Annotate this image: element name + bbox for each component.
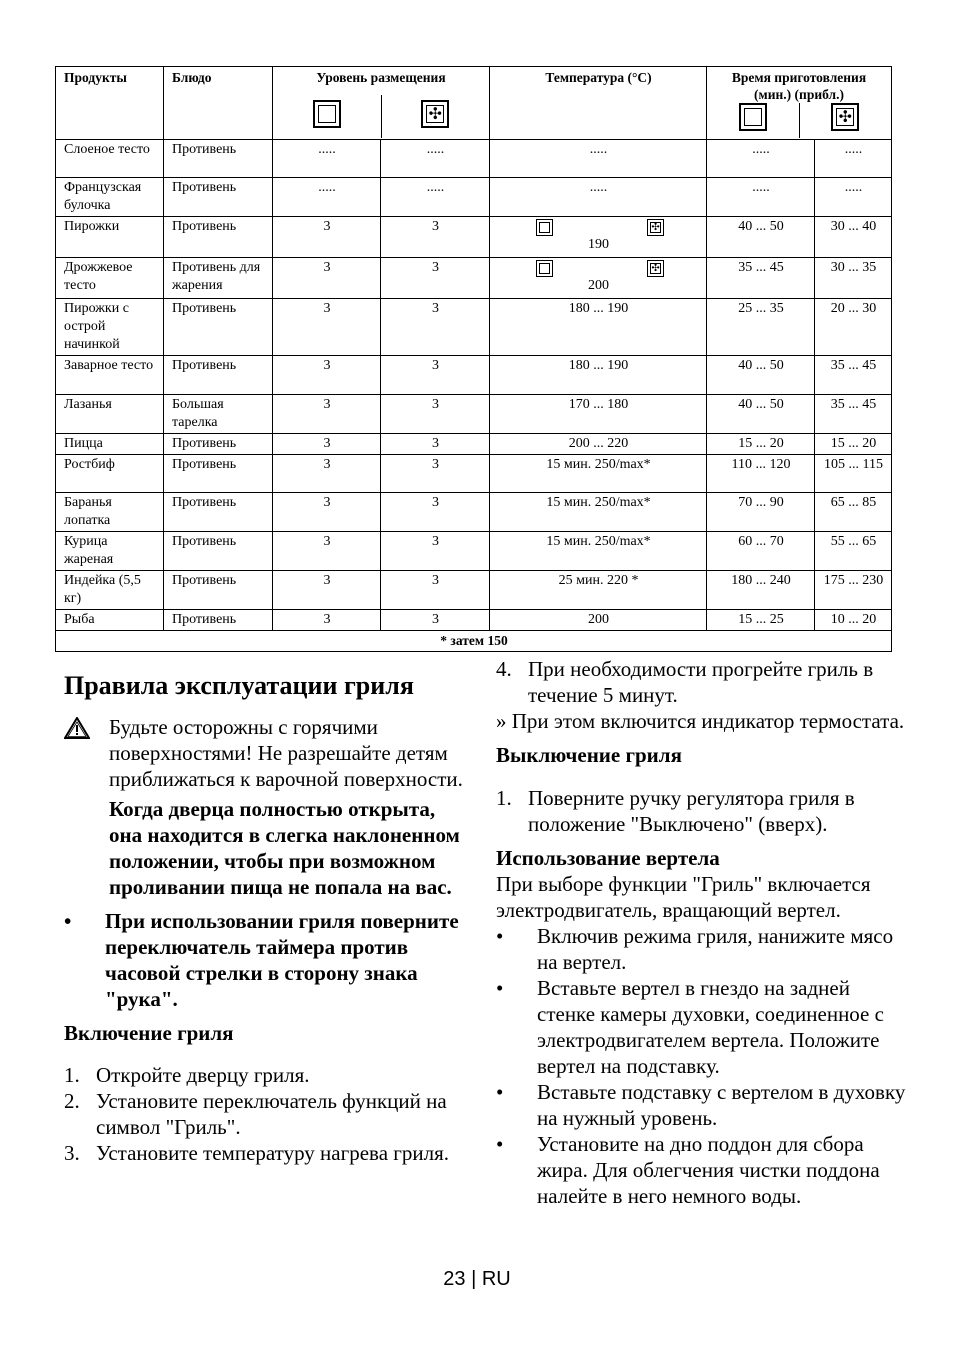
list-item (496, 656, 906, 708)
step-text: Поверните ручку регулятора гриля в положение "Выключено" (вверх). (528, 786, 855, 836)
cell-temperature: 200 ... 220 (490, 434, 707, 455)
bullet-text: Вставьте подставку с вертелом в духовку на нужный уровень. (537, 1080, 906, 1130)
cell-dish: Противень (164, 610, 273, 631)
cell-time-conventional: 60 ... 70 (707, 532, 815, 571)
table-row (56, 571, 892, 610)
step-text: При необходимости прогрейте гриль в течение 5 минут. (528, 657, 874, 707)
cell-dish: Противень (164, 299, 273, 356)
cell-time-fan: 65 ... 85 (815, 493, 892, 532)
list-item (496, 923, 906, 975)
spit-intro: При выборе функции "Гриль" включается электродвигатель, вращающий вертел. (496, 872, 871, 922)
table-row (56, 395, 892, 434)
cell-time-fan: 15 ... 20 (815, 434, 892, 455)
cell-level-conventional: 3 (273, 299, 381, 356)
list-item (64, 1088, 464, 1140)
table-footnote: * затем 150 (56, 631, 892, 652)
cell-time-fan: 55 ... 65 (815, 532, 892, 571)
left-column (64, 670, 464, 1166)
header-time-line1: Время приготовления (731, 70, 867, 85)
bullet-marker: • (64, 909, 72, 933)
cell-level-conventional: 3 (273, 571, 381, 610)
cell-level-conventional: 3 (273, 610, 381, 631)
step-text: Откройте дверцу гриля. (96, 1063, 310, 1087)
cell-level-conventional: 3 (273, 356, 381, 395)
cell-level-fan: ..... (381, 140, 490, 178)
header-level (273, 67, 490, 140)
oven-conventional-icon (739, 103, 767, 131)
cell-time-conventional: ..... (707, 140, 815, 178)
cell-temperature: 15 мин. 250/max* (490, 493, 707, 532)
cell-product: Слоеное тесто (56, 140, 164, 178)
table-footnote-row (56, 631, 892, 652)
header-products: Продукты (56, 67, 164, 140)
warning-bold-text: Когда дверца полностью открыта, она находится в слегка наклоненном положении, чтобы при возможном проливании пища не попала на вас. (109, 797, 460, 899)
cell-temperature: 180 ... 190 (490, 356, 707, 395)
table-row (56, 356, 892, 395)
cell-temperature (490, 217, 707, 258)
cell-level-conventional: 3 (273, 395, 381, 434)
list-item (64, 908, 464, 1012)
cell-level-conventional: 3 (273, 434, 381, 455)
cell-time-conventional: 40 ... 50 (707, 356, 815, 395)
cell-temperature: 170 ... 180 (490, 395, 707, 434)
oven-fan-icon: ✣ (647, 219, 664, 236)
cell-time-conventional: 40 ... 50 (707, 217, 815, 258)
grill-on-heading: Включение гриля (64, 1021, 234, 1045)
cell-dish: Большая тарелка (164, 395, 273, 434)
cell-dish: Противень (164, 434, 273, 455)
cell-dish: Противень (164, 217, 273, 258)
cooking-table-container (55, 66, 891, 652)
list-item (64, 1062, 464, 1088)
cell-dish: Противень (164, 178, 273, 217)
cell-level-conventional: 3 (273, 258, 381, 299)
spit-heading: Использование вертела (496, 846, 720, 870)
cell-time-conventional: 40 ... 50 (707, 395, 815, 434)
cell-temperature: ..... (490, 140, 707, 178)
section-title: Правила эксплуатации гриля (64, 671, 414, 700)
list-item (64, 1140, 464, 1166)
cell-time-conventional: 180 ... 240 (707, 571, 815, 610)
warning-block (64, 714, 464, 900)
cell-level-fan: 3 (381, 571, 490, 610)
cell-time-fan: 20 ... 30 (815, 299, 892, 356)
cell-product: Курица жареная (56, 532, 164, 571)
cell-temperature: 15 мин. 250/max* (490, 532, 707, 571)
cell-product: Пирожки с острой начинкой (56, 299, 164, 356)
cell-level-conventional: 3 (273, 532, 381, 571)
cell-product: Ростбиф (56, 455, 164, 493)
page-number: 23 | RU (443, 1268, 511, 1290)
cell-dish: Противень (164, 356, 273, 395)
cooking-table (55, 66, 892, 652)
cell-time-fan: ..... (815, 178, 892, 217)
cell-level-fan: ..... (381, 178, 490, 217)
grill-on-steps (64, 1062, 464, 1166)
cell-time-fan: 30 ... 40 (815, 217, 892, 258)
cell-time-conventional: 35 ... 45 (707, 258, 815, 299)
cell-dish: Противень (164, 493, 273, 532)
table-row (56, 434, 892, 455)
warning-triangle-icon (64, 717, 90, 739)
cell-dish: Противень для жарения (164, 258, 273, 299)
cell-product: Заварное тесто (56, 356, 164, 395)
step-number: 2. (64, 1089, 80, 1113)
step-number: 3. (64, 1141, 80, 1165)
bullet-text: Включив режима гриля, нанижите мясо на вертел. (537, 924, 894, 974)
cell-product: Индейка (5,5 кг) (56, 571, 164, 610)
warning-text: Будьте осторожны с горячими поверхностями! Не разрешайте детям приближаться к варочной поверхности. (109, 715, 463, 791)
bullet-marker: • (496, 976, 504, 1000)
bullet-marker: • (496, 924, 504, 948)
cell-dish: Противень (164, 571, 273, 610)
table-header-row (56, 67, 892, 140)
bullet-text: Вставьте вертел в гнездо на задней стенке камеры духовки, соединенное с электродвигателем вертела. Положите вертел на подставку. (537, 976, 884, 1078)
cell-temperature: 15 мин. 250/max* (490, 455, 707, 493)
right-column (496, 656, 906, 1209)
header-time-line2: (мин.) (прибл.) (754, 87, 844, 102)
table-row (56, 299, 892, 356)
cell-level-fan: 3 (381, 356, 490, 395)
header-time (707, 67, 892, 140)
spit-bullets (496, 923, 906, 1209)
cell-level-fan: 3 (381, 493, 490, 532)
cell-dish: Противень (164, 140, 273, 178)
oven-conventional-icon (536, 219, 553, 236)
table-row (56, 140, 892, 178)
cell-product: Дрожжевое тесто (56, 258, 164, 299)
cell-time-fan: 175 ... 230 (815, 571, 892, 610)
table-row (56, 217, 892, 258)
cell-level-fan: 3 (381, 434, 490, 455)
grill-on-steps-continued (496, 656, 906, 708)
timer-bullet-text: При использовании гриля поверните переключатель таймера против часовой стрелки в сторону знака "рука". (105, 909, 459, 1011)
header-level-label: Уровень размещения (316, 70, 446, 85)
cell-time-fan: 35 ... 45 (815, 356, 892, 395)
step-number: 4. (496, 657, 512, 681)
cell-level-fan: 3 (381, 532, 490, 571)
bullet-marker: • (496, 1132, 504, 1156)
cell-product: Пирожки (56, 217, 164, 258)
cell-level-conventional: 3 (273, 455, 381, 493)
cell-level-fan: 3 (381, 217, 490, 258)
cell-time-conventional: 25 ... 35 (707, 299, 815, 356)
cell-level-conventional: ..... (273, 178, 381, 217)
oven-conventional-icon (536, 260, 553, 277)
cell-time-conventional: 70 ... 90 (707, 493, 815, 532)
oven-fan-icon: ✣ (831, 103, 859, 131)
cell-product: Лазанья (56, 395, 164, 434)
cell-time-fan: 35 ... 45 (815, 395, 892, 434)
cell-time-fan: 30 ... 35 (815, 258, 892, 299)
step-text: Установите температуру нагрева гриля. (96, 1141, 450, 1165)
table-row (56, 258, 892, 299)
cell-temperature: 180 ... 190 (490, 299, 707, 356)
list-item (496, 785, 906, 837)
table-row (56, 532, 892, 571)
oven-conventional-icon (313, 100, 341, 128)
cell-time-conventional: 15 ... 25 (707, 610, 815, 631)
cell-level-fan: 3 (381, 258, 490, 299)
table-row (56, 178, 892, 217)
cell-time-fan: 105 ... 115 (815, 455, 892, 493)
cell-product: Рыба (56, 610, 164, 631)
oven-fan-icon: ✣ (421, 100, 449, 128)
grill-off-heading: Выключение гриля (496, 743, 682, 767)
step-number: 1. (64, 1063, 80, 1087)
cell-level-fan: 3 (381, 455, 490, 493)
cell-time-fan: 10 ... 20 (815, 610, 892, 631)
cell-time-conventional: 15 ... 20 (707, 434, 815, 455)
grill-off-steps (496, 785, 906, 837)
table-row (56, 493, 892, 532)
cell-level-conventional: 3 (273, 493, 381, 532)
cell-time-conventional: 110 ... 120 (707, 455, 815, 493)
cell-time-fan: ..... (815, 140, 892, 178)
list-item (496, 1131, 906, 1209)
cell-dish: Противень (164, 455, 273, 493)
step-number: 1. (496, 786, 512, 810)
cell-temperature: ..... (490, 178, 707, 217)
cell-product: Пицца (56, 434, 164, 455)
table-row (56, 610, 892, 631)
timer-bullet-list (64, 908, 464, 1012)
bullet-text: Установите на дно поддон для сбора жира. Для облегчения чистки поддона налейте в него немного воды. (537, 1132, 880, 1208)
cell-level-fan: 3 (381, 610, 490, 631)
temperature-value: 200 (588, 278, 610, 293)
header-dish: Блюдо (164, 67, 273, 140)
list-item (496, 1079, 906, 1131)
cell-temperature (490, 258, 707, 299)
bullet-marker: • (496, 1080, 504, 1104)
oven-fan-icon: ✣ (647, 260, 664, 277)
table-row (56, 455, 892, 493)
cell-dish: Противень (164, 532, 273, 571)
cell-level-conventional: ..... (273, 140, 381, 178)
cell-temperature: 200 (490, 610, 707, 631)
cell-time-conventional: ..... (707, 178, 815, 217)
list-item (496, 975, 906, 1079)
temperature-value: 190 (588, 237, 610, 252)
cell-level-fan: 3 (381, 395, 490, 434)
cell-product: Баранья лопатка (56, 493, 164, 532)
header-temperature: Температура (°C) (490, 67, 707, 140)
cell-level-conventional: 3 (273, 217, 381, 258)
cell-level-fan: 3 (381, 299, 490, 356)
step-text: Установите переключатель функций на символ "Гриль". (96, 1089, 447, 1139)
thermostat-note: » При этом включится индикатор термостата. (496, 709, 905, 733)
cell-product: Французская булочка (56, 178, 164, 217)
cell-temperature: 25 мин. 220 * (490, 571, 707, 610)
